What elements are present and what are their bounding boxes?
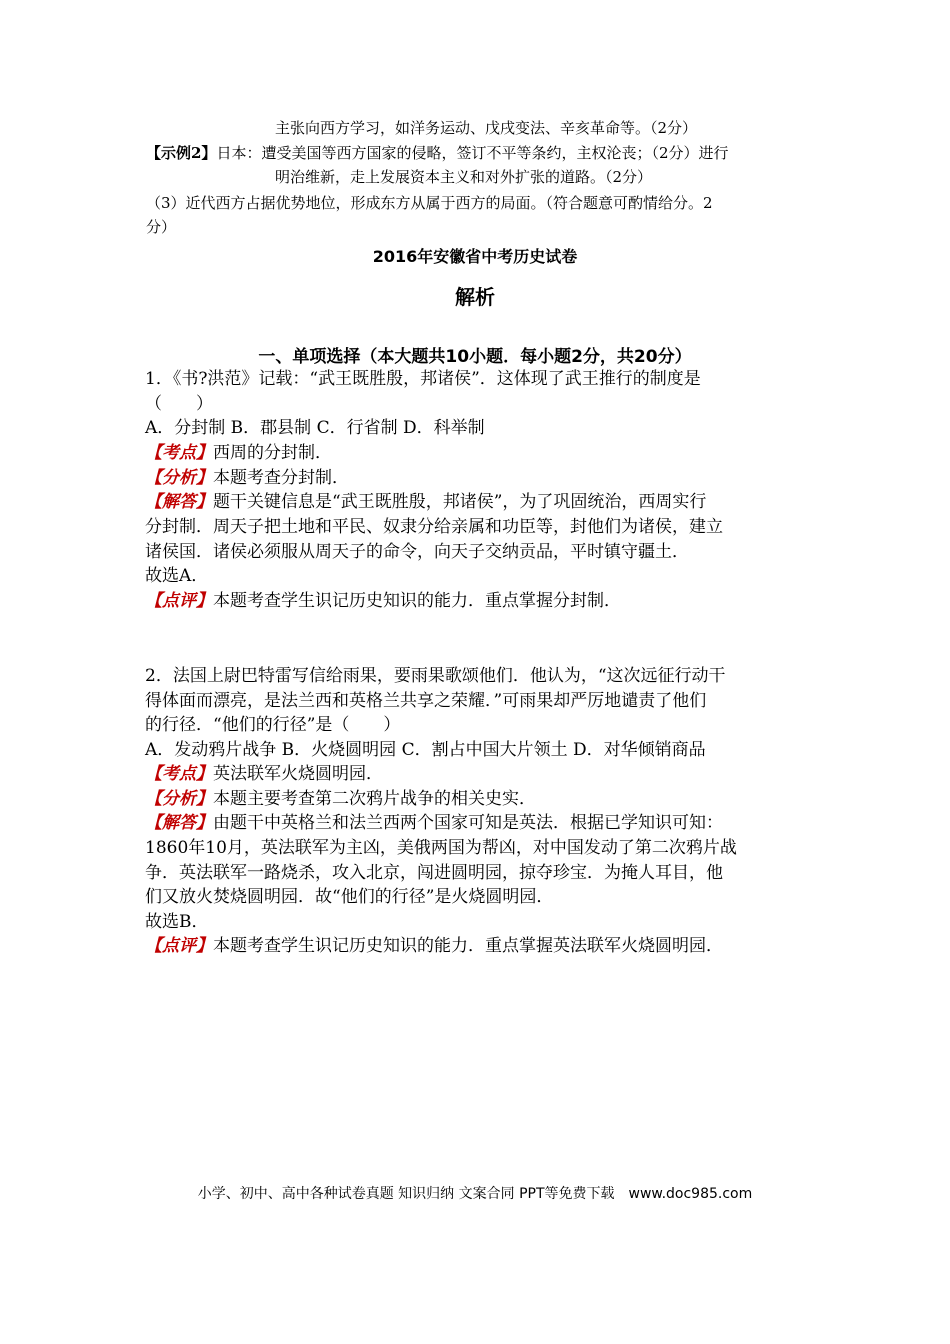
kaodian-tag: 【考点】 [145, 443, 213, 463]
part-3-line: （3）近代西方占据优势地位，形成东方从属于西方的局面。（符合题意可酌情给分。2 [146, 194, 713, 212]
q1-stem: 1．《书?洪范》记载：“武王既胜殷，邦诸侯”．这体现了武王推行的制度是 [145, 369, 701, 389]
doc-title: 2016年安徽省中考历史试卷 [372, 247, 578, 266]
dianping-text: 本题考查学生识记历史知识的能力．重点掌握英法联军火烧圆明园． [213, 936, 723, 956]
q2-jieda-line-4: 们又放火焚烧圆明园．故“他们的行径”是火烧圆明园． [145, 887, 554, 907]
jieda-text: 由题干中英格兰和法兰西两个国家可知是英法．根据已学知识可知： [213, 813, 723, 833]
fenxi-text: 本题考查分封制． [213, 468, 349, 488]
fenxi-text: 本题主要考查第二次鸦片战争的相关史实． [213, 789, 536, 809]
q2-stem-line-2: 得体面而漂亮，是法兰西和英格兰共享之荣耀．”可雨果却严厉地谴责了他们 [145, 691, 707, 711]
prev-answer-line: 主张向西方学习，如洋务运动、戊戌变法、辛亥革命等。（2分） [275, 119, 698, 137]
q2-fenxi [145, 787, 536, 812]
q2-answer: 故选B． [145, 912, 209, 932]
example-2-text: 日本：遭受美国等西方国家的侵略，签订不平等条约，主权沦丧；（2分）进行 [216, 144, 729, 162]
kaodian-text: 英法联军火烧圆明园． [213, 764, 383, 784]
example-2-line [146, 141, 729, 165]
q1-jieda-line-2: 分封制．周天子把土地和平民、奴隶分给亲属和功臣等，封他们为诸侯，建立 [145, 517, 723, 537]
example-2-tag: 【示例2】 [146, 144, 217, 162]
q2-jieda [145, 811, 723, 836]
jieda-tag: 【解答】 [145, 492, 213, 512]
q1-stem-blank: （ ） [145, 394, 213, 414]
q2-jieda-line-3: 争．英法联军一路烧杀，攻入北京，闯进圆明园，掠夺珍宝．为掩人耳目，他 [145, 863, 723, 883]
dianping-tag: 【点评】 [145, 936, 213, 956]
jieda-tag: 【解答】 [145, 813, 213, 833]
dianping-tag: 【点评】 [145, 591, 213, 611]
page-footer: 小学、初中、高中各种试卷真题 知识归纳 文案合同 PPT等免费下载 www.doc985.com [197, 1186, 753, 1202]
q2-jieda-line-2: 1860年10月，英法联军为主凶，美俄两国为帮凶，对中国发动了第二次鸦片战 [145, 838, 737, 858]
kaodian-tag: 【考点】 [145, 764, 213, 784]
doc-subtitle: 解析 [455, 285, 495, 309]
q2-options: A．发动鸦片战争 B．火烧圆明园 C．割占中国大片领土 D．对华倾销商品 [145, 740, 706, 760]
q1-dianping [145, 589, 621, 614]
q1-kaodian [145, 441, 332, 466]
q1-options: A．分封制 B．郡县制 C．行省制 D．科举制 [145, 418, 485, 438]
fenxi-tag: 【分析】 [145, 468, 213, 488]
part-3-line-2: 分） [146, 218, 177, 236]
kaodian-text: 西周的分封制． [213, 443, 332, 463]
q2-stem-line-3: 的行径．“他们的行径”是（ ） [145, 715, 401, 735]
jieda-text: 题干关键信息是“武王既胜殷，邦诸侯”，为了巩固统治，西周实行 [213, 492, 707, 512]
example-2-line-2: 明治维新，走上发展资本主义和对外扩张的道路。（2分） [275, 168, 653, 186]
q2-dianping [145, 934, 723, 959]
q1-jieda-line-3: 诸侯国．诸侯必须服从周天子的命令，向天子交纳贡品，平时镇守疆土． [145, 542, 689, 562]
q2-kaodian [145, 762, 383, 787]
q1-jieda [145, 490, 706, 515]
q2-stem: 2．法国上尉巴特雷写信给雨果，要雨果歌颂他们．他认为，“这次远征行动干 [145, 666, 726, 686]
q1-fenxi [145, 466, 349, 491]
fenxi-tag: 【分析】 [145, 789, 213, 809]
dianping-text: 本题考查学生识记历史知识的能力．重点掌握分封制． [213, 591, 621, 611]
q1-answer: 故选A． [145, 566, 209, 586]
section-title: 一、单项选择（本大题共10小题．每小题2分，共20分） [258, 347, 692, 367]
